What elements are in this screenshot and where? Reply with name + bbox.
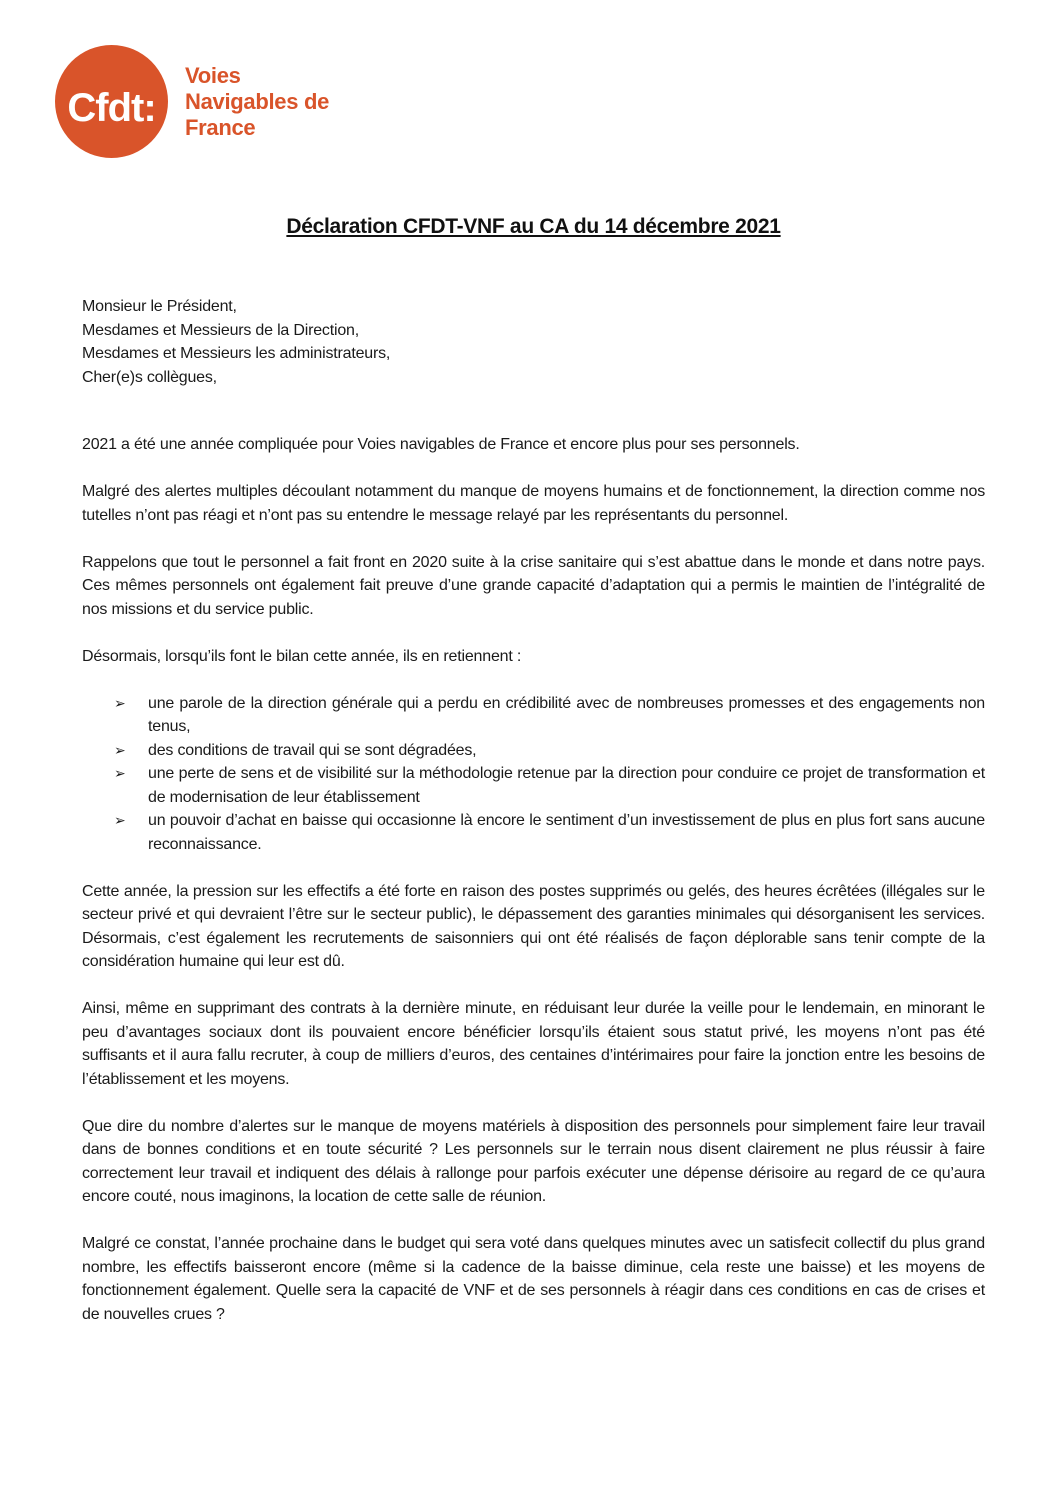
- paragraph: Cette année, la pression sur les effectifs a été forte en raison des postes supprimés ou gelés, des heures écrêtées (illégales sur le secteur privé et qui devraient l’être sur le secteur public), le dépassement des garanties minimales qui désorganisent les services. Désormais, c’est également les recrutements de saisonniers qui ont été réalisés de façon déplorable sans tenir compte de la considération humaine qui leur est dû.: [82, 882, 985, 970]
- bullet-list: [82, 692, 985, 857]
- wordmark-line: Voies: [185, 62, 241, 88]
- paragraph: 2021 a été une année compliquée pour Voies navigables de France et encore plus pour ses personnels.: [82, 436, 800, 453]
- cfdt-logo-text: Cfdt:: [67, 86, 156, 130]
- body-text: [82, 433, 985, 1326]
- list-item-text: un pouvoir d’achat en baisse qui occasionne là encore le sentiment d’un investissement de plus en plus fort sans aucune reconnaissance.: [148, 812, 985, 853]
- list-item: [82, 692, 985, 739]
- list-item-text: une parole de la direction générale qui a perdu en crédibilité avec de nombreuses promesses et des engagements non tenus,: [148, 694, 985, 735]
- list-item: [82, 762, 985, 809]
- salutation-line: Mesdames et Messieurs de la Direction,: [82, 321, 359, 339]
- paragraph: Malgré ce constat, l’année prochaine dans le budget qui sera voté dans quelques minutes avec un satisfecit collectif du plus grand nombre, les effectifs baisseront encore (même si la cadence de la baisse diminue, cela reste une baisse) et les moyens de fonctionnement également. Quelle sera la capacité de VNF et de ses personnels à réagir dans ces conditions en cas de crises et de nouvelles crues ?: [82, 1235, 985, 1323]
- arrow-bullet-icon: ➢: [114, 765, 126, 781]
- arrow-bullet-icon: ➢: [114, 812, 126, 828]
- salutation-line: Monsieur le Président,: [82, 298, 237, 315]
- document-title: Déclaration CFDT-VNF au CA du 14 décembre 2021: [286, 215, 781, 238]
- paragraph: Ainsi, même en supprimant des contrats à la dernière minute, en réduisant leur durée la veille pour le lendemain, en minorant le peu d’avantages sociaux dont ils pouvaient encore bénéficier lorsqu’ils étaient sous statut privé, les moyens n’ont pas été suffisants et il aura fallu recruter, à coup de milliers d’euros, des centaines d’intérimaires pour faire la jonction entre les besoins de l’établissement et les moyens.: [82, 1000, 985, 1088]
- paragraph: Désormais, lorsqu’ils font le bilan cette année, ils en retiennent :: [82, 647, 522, 665]
- document-content: [82, 0, 985, 1350]
- wordmark-line: France: [185, 114, 256, 140]
- salutation-line: Cher(e)s collègues,: [82, 368, 217, 386]
- salutation-line: Mesdames et Messieurs les administrateurs,: [82, 345, 391, 362]
- paragraph: Que dire du nombre d’alertes sur le manque de moyens matériels à disposition des personnels pour simplement faire leur travail dans de bonnes conditions et en toute sécurité ? Les personnels sur le terrain nous disent clairement ne plus réussir à faire correctement leur travail et indiquent des délais à rallonge pour parfois exécuter une dépense dérisoire au regard de ce qu’aura encore couté, nous imaginons, la location de cette salle de réunion.: [82, 1117, 985, 1205]
- salutation-block: [82, 295, 985, 389]
- list-item: [82, 739, 985, 763]
- list-item-text: une perte de sens et de visibilité sur la méthodologie retenue par la direction pour conduire ce projet de transformation et de modernisation de leur établissement: [148, 765, 985, 806]
- wordmark-line: Navigables de: [185, 88, 330, 114]
- arrow-bullet-icon: ➢: [114, 741, 126, 758]
- list-item: [82, 809, 985, 856]
- paragraph: Malgré des alertes multiples découlant notamment du manque de moyens humains et de fonctionnement, la direction comme nos tutelles n’ont pas réagi et n’ont pas su entendre le message relayé par les représentants du personnel.: [82, 483, 985, 524]
- list-item-text: des conditions de travail qui se sont dégradées,: [148, 741, 477, 759]
- paragraph: Rappelons que tout le personnel a fait front en 2020 suite à la crise sanitaire qui s’est abattue dans le monde et dans notre pays. Ces mêmes personnels ont également fait preuve d’une grande capacité d’adaptation qui a permis le maintien de l’intégralité de nos missions et du service public.: [82, 553, 985, 618]
- arrow-bullet-icon: ➢: [114, 694, 126, 711]
